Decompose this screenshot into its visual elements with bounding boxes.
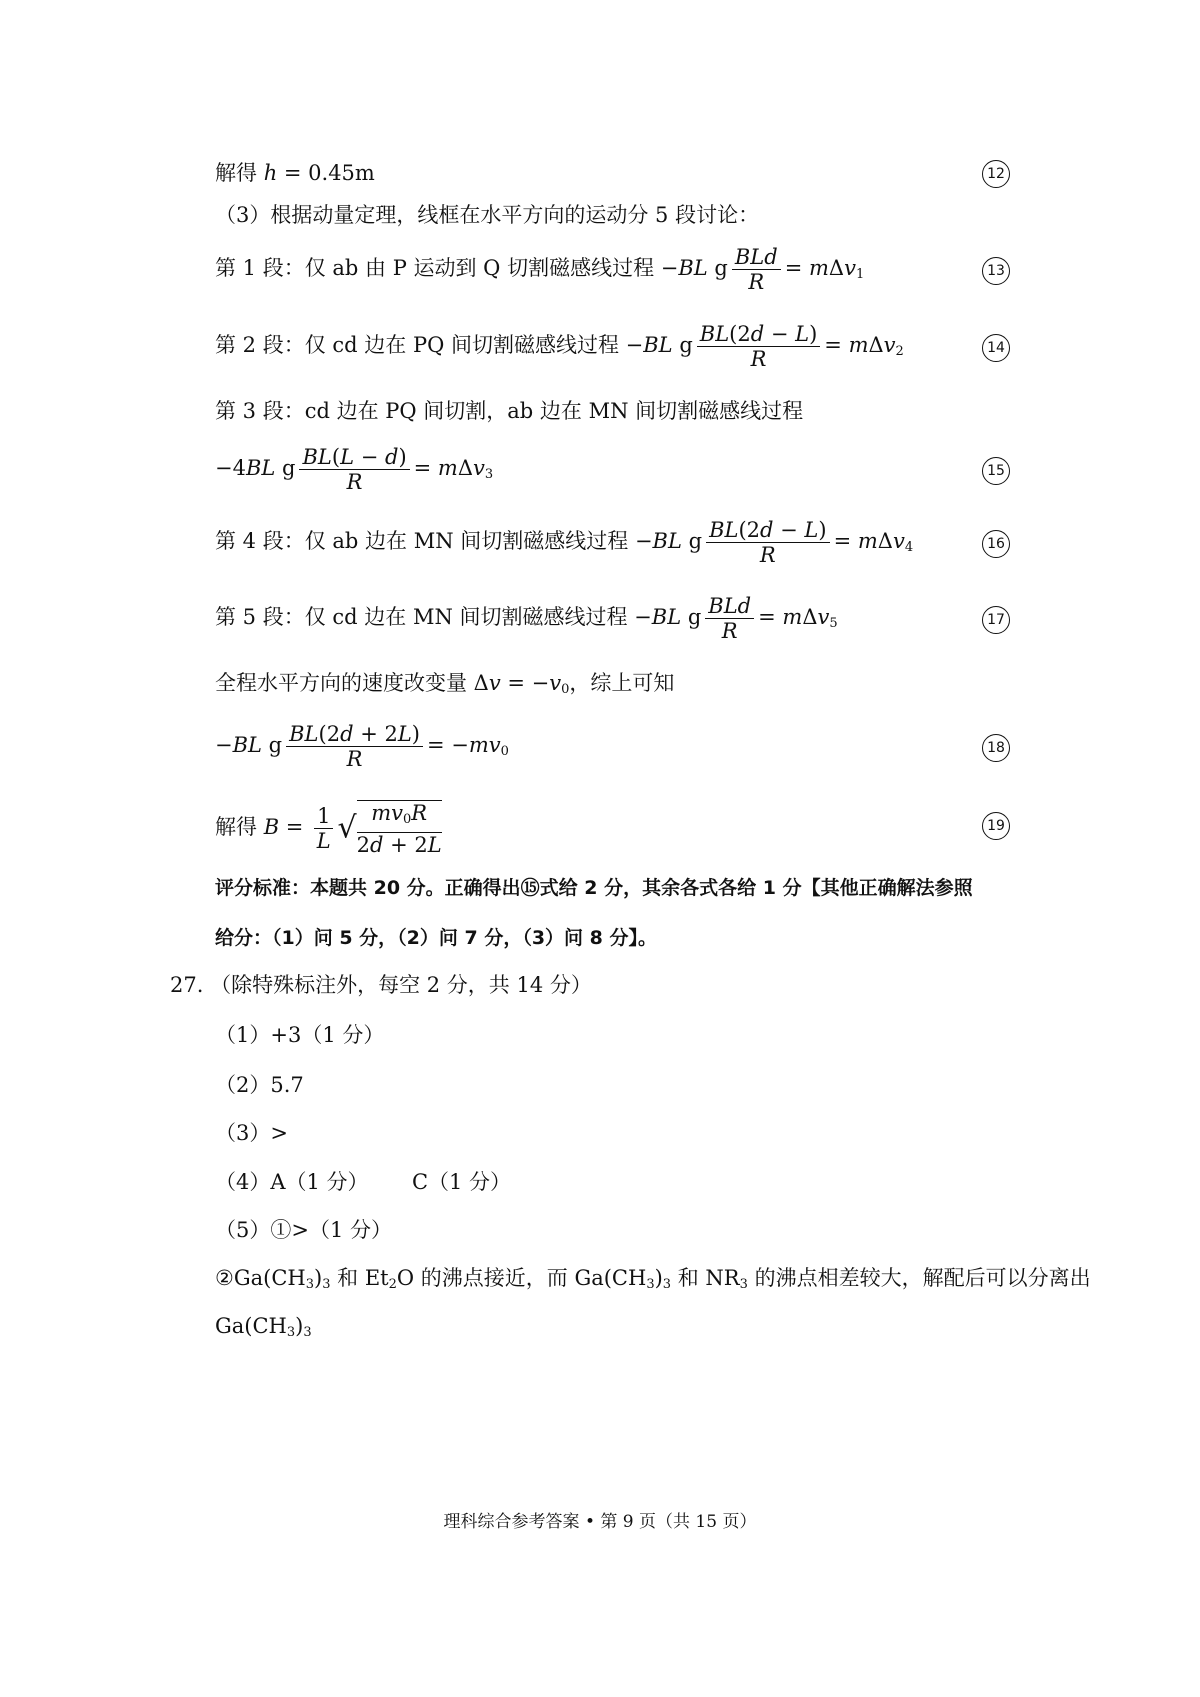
- equation-19: 解得 B = $\frac{1}{L}$ √ $\frac{mv_0R}{2d + 2L}$: [215, 801, 442, 857]
- line-12: 解得 h = 0.45m: [215, 161, 375, 185]
- segment-3-equation: −4BL g $\frac{BL(L - d)}{R}$ = mΔv$_3$: [215, 445, 494, 494]
- q27-answer-4: [215, 1167, 511, 1197]
- text: 和 Et: [330, 1266, 389, 1290]
- segment-5: 第 5 段：仅 cd 边在 MN 间切割磁感线过程 −BL g $\frac{\text{BLd}}{R}$ = mΔv$_5$: [215, 594, 838, 643]
- equation-number-16: 16: [982, 530, 1010, 558]
- segment-4-label: 第 4 段：仅 ab 边在 MN 间切割磁感线过程: [215, 529, 629, 553]
- segment-4: 第 4 段：仅 ab 边在 MN 间切割磁感线过程 −BL g $\frac{BL(2d - L)}{R}$ = mΔv$_4$: [215, 518, 914, 567]
- solve-label: 解得: [215, 815, 257, 839]
- text: ): [654, 1266, 663, 1290]
- total-label: 全程水平方向的速度改变量: [215, 671, 467, 695]
- equation-number-13: 13: [982, 257, 1010, 285]
- equation-number-17: 17: [982, 606, 1010, 634]
- segment-2-label: 第 2 段：仅 cd 边在 PQ 间切割磁感线过程: [215, 333, 619, 357]
- segment-5-label: 第 5 段：仅 cd 边在 MN 间切割磁感线过程: [215, 605, 628, 629]
- text: ): [295, 1314, 304, 1338]
- segment-1-label: 第 1 段：仅 ab 由 P 运动到 Q 切割磁感线过程: [215, 256, 655, 280]
- text: Ga(CH: [215, 1314, 287, 1338]
- q27-answer-5b: $②Ga(CH_3)_3$ 和 $Et_2O$ 的沸点接近，而 $Ga(CH_3)_3$ 和 $NR_3$ 的沸点相差较大，解配后可以分离出: [215, 1266, 1091, 1292]
- text: 和 NR: [671, 1266, 740, 1290]
- equation-number-18: 18: [982, 734, 1010, 762]
- q27-answer-3: （3）>: [215, 1121, 288, 1145]
- q27-heading: 27. （除特殊标注外，每空 2 分，共 14 分）: [170, 973, 592, 997]
- total-change: 全程水平方向的速度改变量 $\Delta v = -v_0$，综上可知: [215, 671, 675, 697]
- text: 的沸点相差较大，解配后可以分离出: [747, 1266, 1091, 1290]
- equation-number-19: 19: [982, 812, 1010, 840]
- q27-answer-2: （2）5.7: [215, 1073, 304, 1097]
- grading-line-1: 评分标准：本题共 20 分。正确得出⑮式给 2 分，其余各式各给 1 分【其他正确解法参照: [215, 877, 973, 899]
- segment-2: 第 2 段：仅 cd 边在 PQ 间切割磁感线过程 −BL g $\frac{BL(2d - L)}{R}$ = mΔv$_2$: [215, 322, 904, 371]
- part-3-intro: （3）根据动量定理，线框在水平方向的运动分 5 段讨论：: [215, 203, 760, 227]
- segment-1: 第 1 段：仅 ab 由 P 运动到 Q 切割磁感线过程 −BL g $\frac{\text{BLd}}{R}$ = mΔv$_1$: [215, 245, 865, 294]
- text: 解得: [215, 161, 257, 185]
- segment-3-label: 第 3 段：cd 边在 PQ 间切割，ab 边在 MN 间切割磁感线过程: [215, 399, 804, 423]
- q27-answer-5c: $Ga(CH_3)_3$: [215, 1314, 312, 1340]
- q27-answer-5: （5）①>（1 分）: [215, 1218, 392, 1242]
- total-tail: ，综上可知: [569, 671, 675, 695]
- q27-answer-1: （1）+3（1 分）: [215, 1023, 385, 1047]
- text: O 的沸点接近，而 Ga(CH: [396, 1266, 647, 1290]
- text: ②Ga(CH: [215, 1266, 306, 1290]
- equation-number-15: 15: [982, 457, 1010, 485]
- grading-line-2: 给分：（1）问 5 分，（2）问 7 分，（3）问 8 分】。: [215, 927, 658, 949]
- equation-18: −BL g $\frac{BL(2d + 2L)}{R}$ = $-mv_0$: [215, 722, 509, 771]
- q27-answer-4b: C（1 分）: [411, 1170, 512, 1194]
- text: ): [313, 1266, 323, 1290]
- equation-number-12: 12: [982, 160, 1010, 188]
- q27-answer-4a: （4）A（1 分）: [215, 1170, 369, 1194]
- equation-number-14: 14: [982, 334, 1010, 362]
- page-footer: 理科综合参考答案 • 第 9 页（共 15 页）: [443, 1512, 757, 1532]
- equation: = 0.45m: [277, 161, 375, 185]
